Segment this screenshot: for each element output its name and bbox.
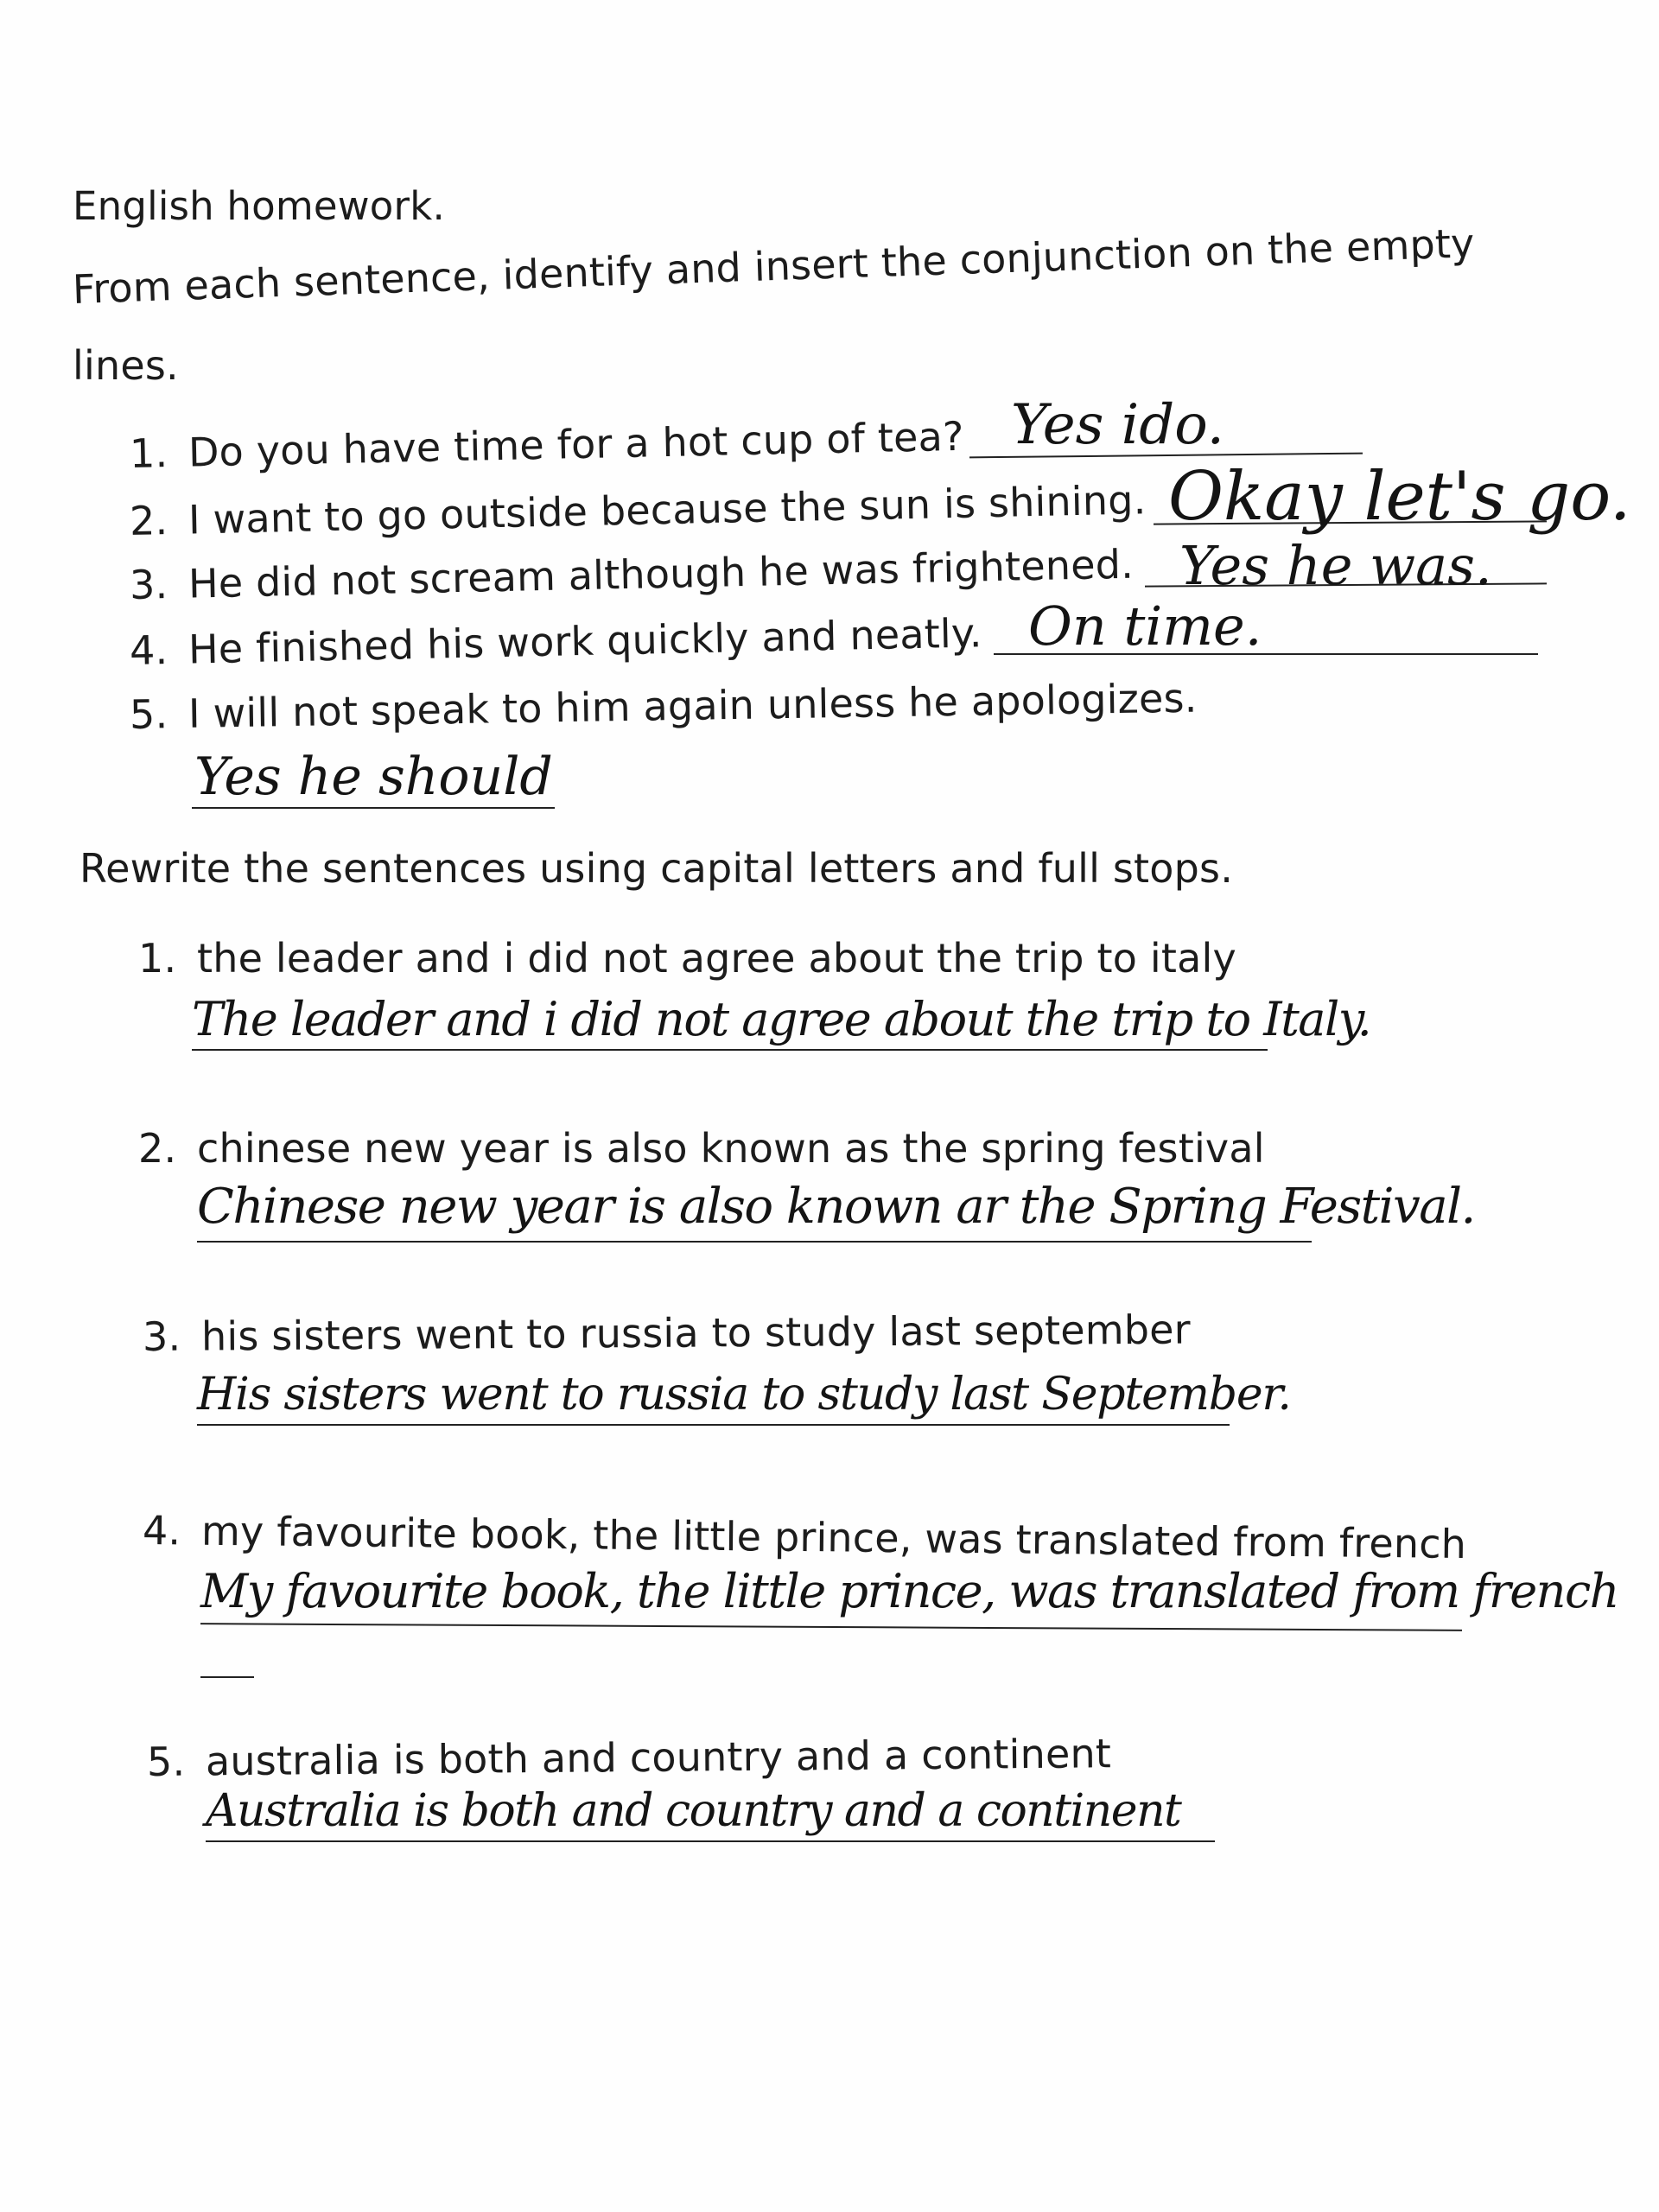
s2-item-1-number: 1.	[138, 935, 177, 982]
section1-instruction-line1: From each sentence, identify and insert the conjunction on the empty	[72, 219, 1476, 313]
s1-item-2-answer: Okay let's go.	[1168, 458, 1631, 536]
s2-item-2-answer-line	[197, 1241, 1312, 1243]
s1-item-3-number: 3.	[129, 561, 168, 608]
s1-item-5-answer: Yes he should	[194, 747, 553, 807]
s1-item-4-answer: On time.	[1028, 594, 1262, 658]
s1-item-3-prompt: He did not scream although he was frightened.	[188, 540, 1135, 607]
s2-item-5-number: 5.	[146, 1738, 186, 1785]
s2-item-5-answer: Australia is both and country and a continent	[206, 1785, 1181, 1837]
s2-item-2-number: 2.	[138, 1125, 177, 1172]
s2-item-4-answer: My favourite book, the little prince, was translated from french	[200, 1564, 1618, 1618]
page-title: English homework.	[73, 183, 445, 229]
s2-item-1-answer-line	[192, 1049, 1268, 1051]
s2-item-3-answer: His sisters went to russia to study last September.	[197, 1369, 1291, 1421]
s1-item-1-answer: Yes ido.	[1011, 393, 1224, 457]
s1-item-1	[129, 413, 964, 477]
s2-item-5-prompt: australia is both and country and a continent	[205, 1730, 1112, 1785]
s1-item-5-prompt: I will not speak to him again unless he apologizes.	[188, 674, 1198, 737]
s1-item-2	[129, 476, 1146, 544]
s1-item-3-answer: Yes he was.	[1179, 534, 1492, 597]
s1-item-5-number: 5.	[129, 690, 168, 738]
s2-item-4-answer-line-continuation	[200, 1676, 254, 1678]
section2-instruction: Rewrite the sentences using capital letters and full stops.	[79, 845, 1234, 892]
s1-item-4-number: 4.	[129, 626, 168, 674]
s2-item-1-answer: The leader and i did not agree about the trip to Italy.	[192, 992, 1371, 1046]
s2-item-2-answer: Chinese new year is also known ar the Spring Festival.	[197, 1179, 1475, 1235]
s1-item-5	[130, 675, 1198, 738]
s2-item-4-prompt: my favourite book, the little prince, was translated from french	[200, 1507, 1467, 1568]
s1-item-2-prompt: I want to go outside because the sun is shining.	[188, 476, 1147, 543]
s1-item-5-answer-line	[192, 807, 555, 809]
s1-item-3	[129, 541, 1134, 608]
s2-item-2-prompt: chinese new year is also known as the spring festival	[197, 1125, 1265, 1172]
s2-item-3-prompt: his sisters went to russia to study last september	[200, 1306, 1191, 1360]
s2-item-1	[138, 935, 1236, 982]
s1-item-1-number: 1.	[129, 429, 168, 477]
s1-item-1-prompt: Do you have time for a hot cup of tea?	[188, 412, 965, 476]
s2-item-3-answer-line	[197, 1424, 1230, 1426]
s2-item-3	[143, 1306, 1191, 1360]
s2-item-3-number: 3.	[142, 1313, 181, 1360]
s2-item-4	[143, 1507, 1467, 1567]
s1-item-4-prompt: He finished his work quickly and neatly.	[188, 609, 983, 673]
s1-item-2-number: 2.	[129, 497, 168, 544]
s2-item-1-prompt: the leader and i did not agree about the trip to italy	[197, 935, 1236, 982]
s2-item-4-answer-line	[200, 1623, 1462, 1631]
section1-instruction-line2: lines.	[73, 342, 179, 389]
s2-item-5	[147, 1730, 1112, 1785]
s2-item-2	[138, 1125, 1265, 1172]
s2-item-5-answer-line	[206, 1840, 1215, 1842]
s1-item-4	[129, 609, 982, 674]
s2-item-4-number: 4.	[142, 1507, 181, 1554]
